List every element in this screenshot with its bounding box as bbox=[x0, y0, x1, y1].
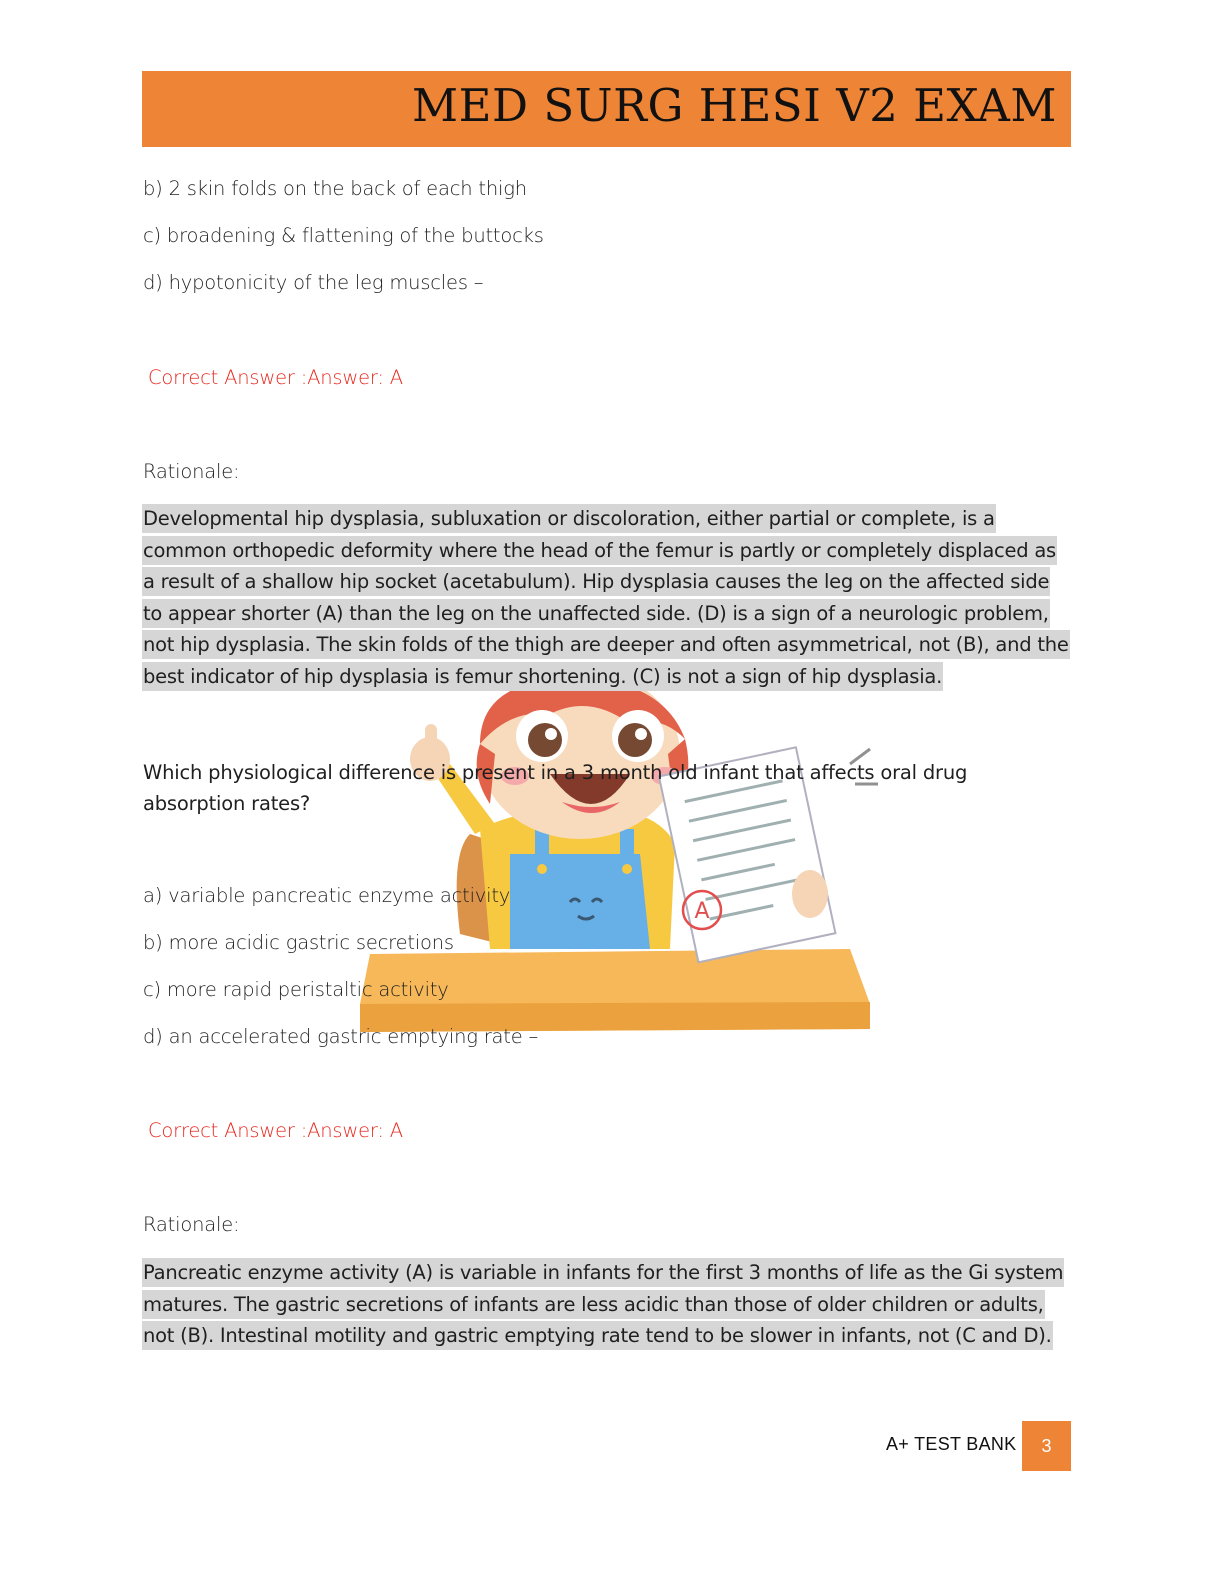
footer-label: A+ TEST BANK bbox=[886, 1434, 1017, 1454]
page-number: 3 bbox=[1022, 1421, 1071, 1471]
q2-rationale-text: Pancreatic enzyme activity (A) is variable in infants for the first 3 months of life as the Gi system matures. The gastric secretions of infants are less acidic than those of older children or adults, not (B). Intestinal motility and gastric emptying rate tend to be slower in infants, not (C and D). bbox=[142, 1258, 1064, 1350]
q2-option-b: b) more acidic gastric secretions bbox=[143, 931, 454, 954]
q1-option-b: b) 2 skin folds on the back of each thigh bbox=[143, 177, 527, 200]
q1-rationale bbox=[142, 503, 1072, 692]
q2-option-a: a) variable pancreatic enzyme activity bbox=[143, 884, 511, 907]
q1-rationale-text: Developmental hip dysplasia, subluxation or discoloration, either partial or complete, is a common orthopedic deformity where the head of the femur is partly or completely displaced as a result of a shallow hip socket (acetabulum). Hip dysplasia causes the leg on the affected side to appear shorter (A) than the leg on the unaffected side. (D) is a sign of a neurologic problem, not hip dysplasia. The skin folds of the thigh are deeper and often asymmetrical, not (B), and the best indicator of hip dysplasia is femur shortening. (C) is not a sign of hip dysplasia. bbox=[142, 504, 1070, 691]
q2-option-d: d) an accelerated gastric emptying rate – bbox=[143, 1025, 539, 1048]
q2-rationale bbox=[142, 1257, 1072, 1352]
q1-rationale-label: Rationale: bbox=[143, 460, 240, 483]
q2-rationale-label: Rationale: bbox=[143, 1213, 240, 1236]
q2-option-c: c) more rapid peristaltic activity bbox=[143, 978, 449, 1001]
q1-option-c: c) broadening & flattening of the buttocks bbox=[143, 224, 544, 247]
q1-correct-answer: Correct Answer :Answer: A bbox=[148, 366, 403, 389]
document-title: MED SURG HESI V2 EXAM bbox=[412, 79, 1057, 132]
q2-correct-answer: Correct Answer :Answer: A bbox=[148, 1119, 403, 1142]
q1-option-d: d) hypotonicity of the leg muscles – bbox=[143, 271, 484, 294]
grade-mark: A bbox=[694, 899, 710, 924]
header-banner bbox=[142, 71, 1071, 147]
q2-question: Which physiological difference is present in a 3 month old infant that affects oral drug absorption rates? bbox=[143, 761, 968, 815]
